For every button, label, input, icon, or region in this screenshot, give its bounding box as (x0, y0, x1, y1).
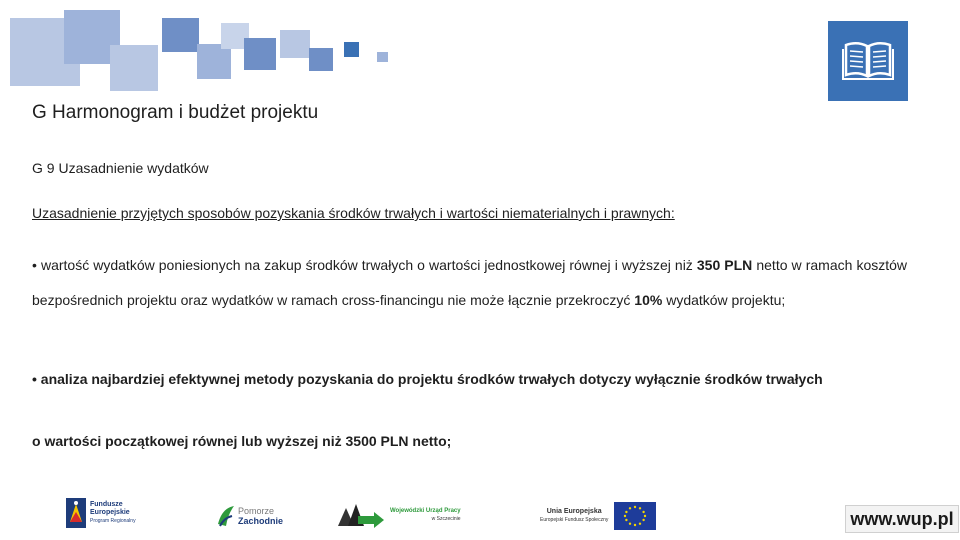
paragraph-1-text-mid: netto w ramach kosztów bezpośrednich projektu oraz wydatków w ramach cross-financingu nie może łącznie przekroczyć (32, 257, 908, 308)
paragraph-1-bold-amount: 350 PLN (696, 257, 753, 273)
paragraph-2: • analiza najbardziej efektywnej metody pozyskania do projektu środków trwałych dotyczy wyłącznie środków trwałych (32, 371, 823, 387)
eu-flag-icon (614, 502, 656, 530)
paragraph-1 (32, 248, 907, 318)
decor-square (162, 18, 199, 52)
ue-logo-line2: Europejski Fundusz Społeczny (540, 517, 609, 523)
logo-unia-europejska (540, 502, 656, 530)
decor-square (244, 38, 276, 70)
decor-square (344, 42, 359, 57)
page-title: G Harmonogram i budżet projektu (32, 102, 319, 123)
decor-square (377, 52, 388, 62)
decor-square (197, 44, 231, 79)
paragraph-1-bold-percent: 10% (634, 292, 663, 308)
pz-logo-icon (216, 504, 236, 528)
logo-fundusze-europejskie (66, 498, 136, 528)
fe-logo-line2: Europejskie (90, 509, 130, 516)
section-subtitle: G 9 Uzasadnienie wydatków (32, 160, 209, 176)
logo-pomorze-zachodnie (216, 504, 283, 528)
paragraph-1-text: • wartość wydatków poniesionych na zakup środków trwałych o wartości jednostkowej równej i wyższej niż (32, 257, 697, 273)
fe-logo-line1: Fundusze (90, 501, 123, 508)
wup-logo-line2: w Szczecinie (431, 516, 461, 522)
pz-logo-line2: Zachodnie (238, 516, 284, 526)
fe-logo-line3: Program Regionalny (90, 518, 136, 524)
wup-logo-line1: Wojewódzki Urząd Pracy (390, 508, 461, 514)
pz-logo-line1: Pomorze (238, 506, 275, 516)
ue-logo-line1: Unia Europejska (546, 508, 602, 515)
paragraph-3: o wartości początkowej równej lub wyższej niż 3500 PLN netto; (32, 433, 452, 449)
paragraph-1-text-end: wydatków projektu; (662, 292, 786, 308)
wup-logo-icon (338, 502, 386, 528)
website-url[interactable]: www.wup.pl (845, 505, 959, 533)
decor-square (280, 30, 310, 58)
section-heading: Uzasadnienie przyjętych sposobów pozyskania środków trwałych i wartości niematerialnych i prawnych: (32, 205, 675, 221)
decor-square (110, 45, 158, 91)
book-icon (842, 37, 894, 83)
book-icon-box (828, 21, 908, 101)
fe-logo-icon (66, 498, 86, 528)
footer (0, 496, 960, 540)
decor-square (309, 48, 333, 71)
logo-wup (338, 502, 461, 528)
